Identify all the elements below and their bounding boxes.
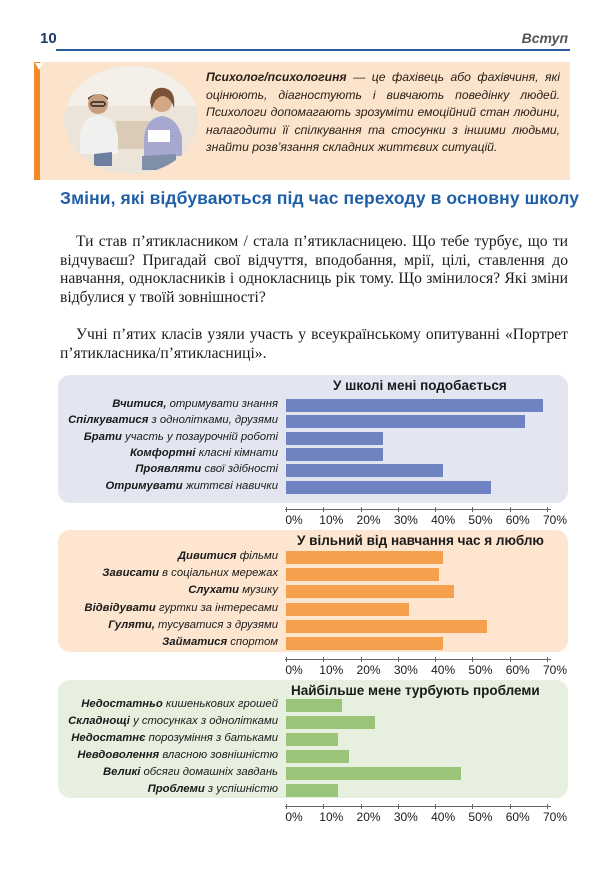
chart-problems-tick-label: 20%: [356, 810, 381, 824]
definition-accent-stripe: [34, 62, 40, 180]
psychologist-session-photo: [64, 66, 198, 174]
chart-free-time-bar: [286, 568, 439, 581]
chart-school-likes-tick-mark: [286, 507, 287, 512]
chart-free-time-category-label: Гуляти, тусуватися з друзями: [108, 618, 278, 631]
chart-school-likes-title: У школі мені подобається: [333, 378, 507, 393]
chart-free-time-title: У вільний від навчання час я люблю: [297, 533, 544, 548]
chart-problems-tick-label: 60%: [505, 810, 530, 824]
chart-problems-tick-mark: [435, 804, 436, 809]
chart-free-time-bar: [286, 637, 443, 650]
chart-free-time-tick-mark: [286, 657, 287, 662]
chart-school-likes-tick-label: 70%: [542, 513, 568, 527]
chart-school-likes-tick-label: 30%: [393, 513, 418, 527]
chart-free-time-tick-label: 50%: [468, 663, 493, 677]
chart-free-time-tick-mark: [361, 657, 362, 662]
chart-school-likes-bar: [286, 399, 543, 412]
definition-term: Психолог/психологиня: [206, 70, 347, 84]
definition-text: [206, 69, 560, 157]
chart-problems-tick-mark: [510, 804, 511, 809]
section-subheading: Зміни, які відбуваються під час переходу в основну школу: [60, 188, 580, 208]
chart-school-likes-category-label: Комфортні класні кімнати: [130, 446, 278, 459]
chart-problems-tick-mark: [361, 804, 362, 809]
chart-free-time-tick-label: 20%: [356, 663, 381, 677]
chart-free-time-tick-label: 30%: [393, 663, 418, 677]
chart-school-likes-tick-mark: [435, 507, 436, 512]
chart-school-likes-category-label: Проявляти свої здібності: [135, 463, 278, 476]
chart-problems-tick-label: 70%: [542, 810, 568, 824]
chart-school-likes-tick-label: 60%: [505, 513, 530, 527]
chart-problems-tick-mark: [398, 804, 399, 809]
chart-problems-x-axis: [285, 806, 551, 807]
chart-free-time-tick-label: 70%: [542, 663, 568, 677]
chart-problems-tick-mark: [547, 804, 548, 809]
chart-problems-category-label: Недостатнє порозуміння з батьками: [71, 732, 278, 744]
psychologist-session-illustration: [64, 66, 198, 174]
chart-school-likes-category-label: Вчитися, отримувати знання: [112, 398, 278, 410]
chart-free-time-category-label: Дивитися фільми: [177, 550, 278, 562]
chart-problems-bar: [286, 733, 338, 746]
chart-problems-bar: [286, 750, 349, 763]
chart-school-likes-tick-label: 40%: [431, 513, 456, 527]
chart-school-likes-tick-mark: [361, 507, 362, 512]
chart-problems-bar: [286, 699, 342, 712]
chart-school-likes-tick-label: 0%: [285, 513, 303, 527]
chart-free-time-bar: [286, 551, 443, 564]
chart-school-likes-tick-mark: [547, 507, 548, 512]
section-title: Вступ: [521, 30, 568, 46]
chart-problems-tick-label: 0%: [285, 810, 303, 824]
chart-problems-tick-label: 40%: [431, 810, 456, 824]
chart-free-time-tick-mark: [510, 657, 511, 662]
chart-free-time-bar: [286, 585, 454, 598]
chart-school-likes-category-label: Спілкуватися з однолітками, друзями: [68, 414, 278, 427]
chart-school-likes-tick-label: 20%: [356, 513, 381, 527]
survey-paragraph: Учні п’ятих класів узяли участь у всеукраїнському опитуванні «Портрет п’ятикласника/п’ятикласниці».: [60, 326, 568, 362]
intro-paragraph: Ти став п’ятикласником / стала п’ятикласницею. Що тебе турбує, що ти відчуваєш? Пригадай свої відчуття, вподобання, мрії, цілі, ставлення до навчання, однокласників і однокласниць рік тому. Що змінилося? Які зміни відбулися у твоїй зовнішності?: [60, 233, 568, 306]
chart-school-likes-x-axis: [285, 509, 551, 510]
chart-school-likes-bar: [286, 415, 525, 428]
chart-free-time-category-label: Відвідувати гуртки за інтересами: [84, 601, 278, 614]
chart-free-time-tick-label: 40%: [431, 663, 456, 677]
definition-body: — це фахівець або фахівчиня, які оцінюють, діагностують і вивчають поведінку людей. Психологи допомагають зрозуміти емоційний стан людини, налагодити її спілкування та стосунки з іншими людьми, знайти розв’язання складних життєвих ситуацій.: [206, 70, 560, 155]
page-number: 10: [40, 30, 57, 47]
chart-free-time-x-axis: [285, 659, 551, 660]
definition-marker-icon: [35, 63, 43, 70]
chart-free-time-bar: [286, 603, 409, 616]
chart-problems-category-label: Проблеми з успішністю: [147, 783, 278, 795]
chart-school-likes-tick-mark: [472, 507, 473, 512]
chart-school-likes-tick-label: 10%: [319, 513, 344, 527]
chart-problems-category-label: Невдоволення власною зовнішністю: [77, 749, 278, 761]
chart-free-time-tick-label: 0%: [285, 663, 303, 677]
chart-problems-category-label: Складнощі у стосунках з однолітками: [68, 715, 278, 727]
chart-problems-tick-label: 30%: [393, 810, 418, 824]
chart-free-time-tick-mark: [547, 657, 548, 662]
chart-problems-category-label: Великі обсяги домашніх завдань: [102, 766, 278, 778]
chart-school-likes-bar: [286, 432, 383, 445]
chart-free-time-tick-mark: [435, 657, 436, 662]
chart-free-time-tick-label: 10%: [319, 663, 344, 677]
page-header: [40, 30, 570, 50]
chart-school-likes-category-label: Брати участь у позаурочній роботі: [83, 430, 278, 443]
chart-free-time-category-label: Займатися спортом: [162, 636, 278, 648]
chart-school-likes-tick-mark: [323, 507, 324, 512]
chart-problems-tick-mark: [472, 804, 473, 809]
chart-problems-tick-label: 10%: [319, 810, 344, 824]
chart-problems-bar: [286, 767, 461, 780]
chart-free-time-tick-mark: [398, 657, 399, 662]
chart-problems-bar: [286, 716, 375, 729]
chart-problems-bar: [286, 784, 338, 797]
chart-problems-category-label: Недостатньо кишенькових грошей: [81, 698, 278, 710]
chart-free-time-tick-label: 60%: [505, 663, 530, 677]
header-divider: [56, 49, 570, 51]
chart-school-likes-tick-mark: [510, 507, 511, 512]
chart-school-likes-tick-label: 50%: [468, 513, 493, 527]
chart-school-likes-bar: [286, 481, 491, 494]
chart-free-time-bar: [286, 620, 487, 633]
chart-school-likes-category-label: Отримувати життєві навички: [105, 479, 278, 492]
chart-problems-tick-mark: [286, 804, 287, 809]
chart-school-likes-tick-mark: [398, 507, 399, 512]
chart-free-time-tick-mark: [472, 657, 473, 662]
chart-school-likes-bar: [286, 464, 443, 477]
chart-free-time-category-label: Зависати в соціальних мережах: [102, 567, 278, 580]
chart-problems-tick-mark: [323, 804, 324, 809]
chart-school-likes-bar: [286, 448, 383, 461]
chart-problems-tick-label: 50%: [468, 810, 493, 824]
chart-problems-title: Найбільше мене турбують проблеми: [291, 683, 540, 698]
chart-free-time-category-label: Слухати музику: [188, 584, 278, 597]
chart-free-time-tick-mark: [323, 657, 324, 662]
